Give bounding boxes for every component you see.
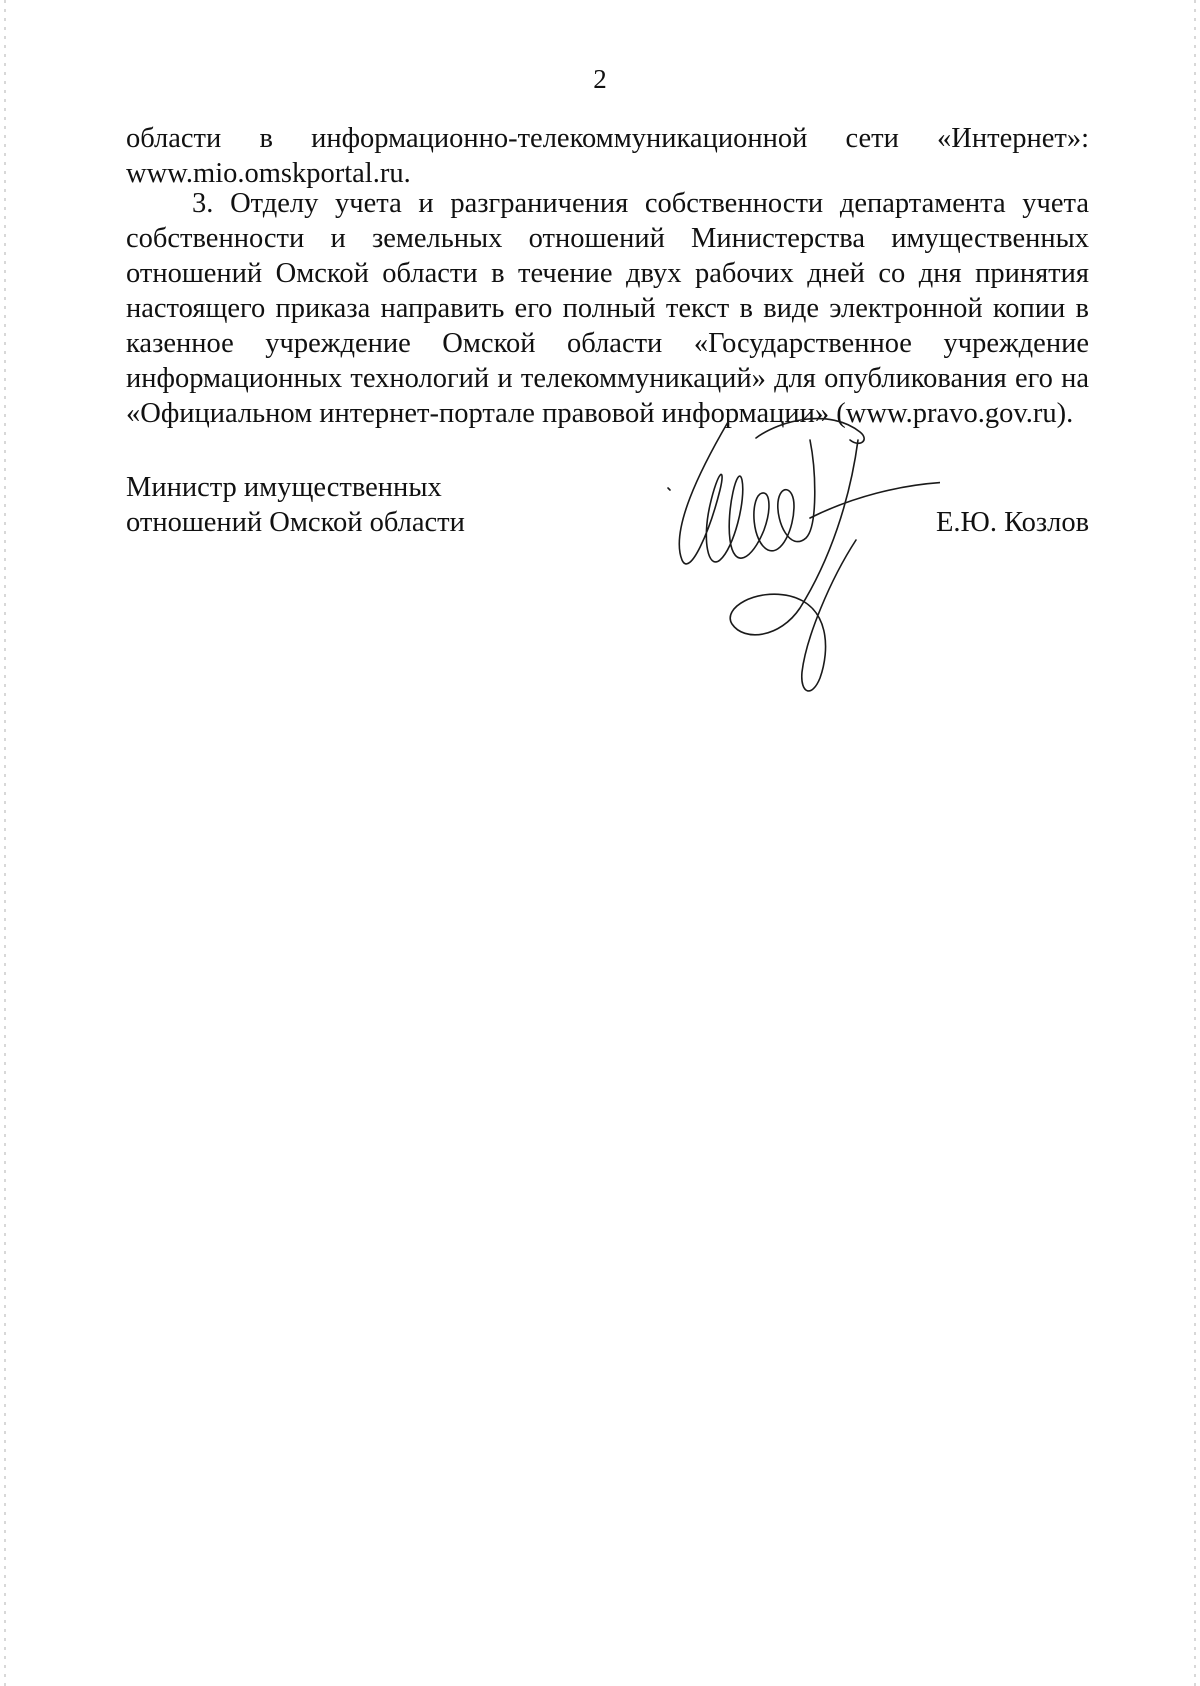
paragraph-line: области в информационно-телекоммуникационной сети «Интернет»: [126,123,1089,154]
paragraph-line: «Официальном интернет-портале правовой информации» (www.pravo.gov.ru). [126,398,1074,429]
signatory-position-line: отношений Омской области [126,507,465,538]
paragraph-line: настоящего приказа направить его полный текст в виде электронной копии в [126,293,1089,324]
paragraph-line: собственности и земельных отношений Министерства имущественных [126,223,1089,254]
handwritten-signature [660,410,940,700]
paragraph-line: www.mio.omskportal.ru. [126,158,411,189]
paragraph-continuation [126,121,1089,191]
scan-edge-left [4,0,6,1686]
paragraph-line: казенное учреждение Омской области «Государственное учреждение [126,328,1089,359]
page-number: 2 [593,64,607,94]
signatory-position [126,470,465,540]
signer-name: Е.Ю. Козлов [936,507,1090,538]
paragraph-item-3 [126,186,1089,431]
signatory-position-line: Министр имущественных [126,472,442,503]
paragraph-line: информационных технологий и телекоммуникаций» для опубликования его на [126,363,1089,394]
scan-edge-right [1194,0,1196,1686]
paragraph-line: отношений Омской области в течение двух рабочих дней со дня принятия [126,258,1089,289]
paragraph-line: 3. Отделу учета и разграничения собственности департамента учета [192,188,1089,219]
